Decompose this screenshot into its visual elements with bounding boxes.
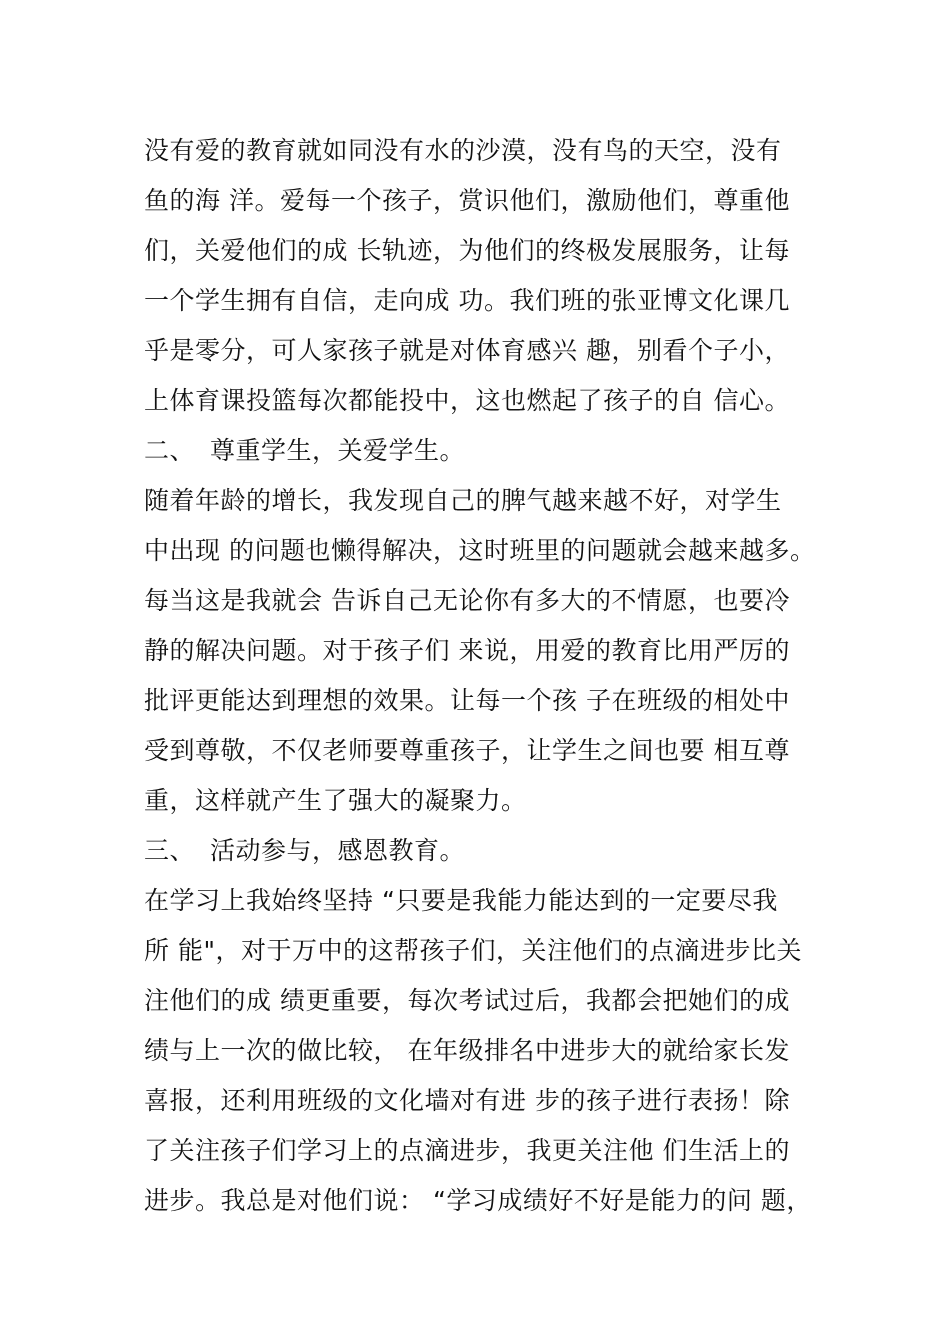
- paragraph-respect-students: [144, 476, 844, 826]
- text-line: 鱼的海 洋。爱每一个孩子，赏识他们，激励他们，尊重他: [144, 186, 790, 215]
- text-line: 中出现 的问题也懒得解决，这时班里的问题就会越来越多。: [144, 536, 816, 565]
- text-line: 所 能"，对于万中的这帮孩子们，关注他们的点滴进步比关: [144, 936, 802, 965]
- document-body: [144, 126, 844, 1226]
- text-line: 批评更能达到理想的效果。让每一个孩 子在班级的相处中: [144, 686, 790, 715]
- text-line: 受到尊敬，不仅老师要尊重孩子，让学生之间也要 相互尊: [144, 736, 790, 765]
- text-line: 乎是零分，可人家孩子就是对体育感兴 趣，别看个子小，: [144, 336, 790, 365]
- section-heading-2: [144, 426, 844, 476]
- paragraph-love-education: [144, 126, 844, 426]
- section-number: 三、: [144, 836, 196, 865]
- text-line: 没有爱的教育就如同没有水的沙漠，没有鸟的天空，没有: [144, 136, 782, 165]
- text-line: 们，关爱他们的成 长轨迹，为他们的终极发展服务，让每: [144, 236, 790, 265]
- text-line: 进步。我总是对他们说： “学习成绩好不好是能力的问 题，: [144, 1186, 812, 1215]
- text-line: 每当这是我就会 告诉自己无论你有多大的不情愿，也要冷: [144, 586, 790, 615]
- paragraph-activity-gratitude: [144, 876, 844, 1226]
- text-line: 注他们的成 绩更重要，每次考试过后，我都会把她们的成: [144, 986, 790, 1015]
- text-line: 一个学生拥有自信，走向成 功。我们班的张亚博文化课几: [144, 286, 790, 315]
- text-line: 静的解决问题。对于孩子们 来说，用爱的教育比用严厉的: [144, 636, 790, 665]
- text-line: 了关注孩子们学习上的点滴进步，我更关注他 们生活上的: [144, 1136, 790, 1165]
- section-title: 活动参与，感恩教育。: [210, 836, 466, 865]
- text-line: 绩与上一次的做比较， 在年级排名中进步大的就给家长发: [144, 1036, 790, 1065]
- text-line: 上体育课投篮每次都能投中，这也燃起了孩子的自 信心。: [144, 386, 790, 415]
- section-heading-3: [144, 826, 844, 876]
- text-line: 喜报，还利用班级的文化墙对有进 步的孩子进行表扬！除: [144, 1086, 790, 1115]
- section-number: 二、: [144, 436, 196, 465]
- section-title: 尊重学生，关爱学生。: [210, 436, 466, 465]
- text-line: 重，这样就产生了强大的凝聚力。: [144, 786, 527, 815]
- text-line: 在学习上我始终坚持 “只要是我能力能达到的一定要尽我: [144, 886, 778, 915]
- text-line: 随着年龄的增长，我发现自己的脾气越来越不好，对学生: [144, 486, 782, 515]
